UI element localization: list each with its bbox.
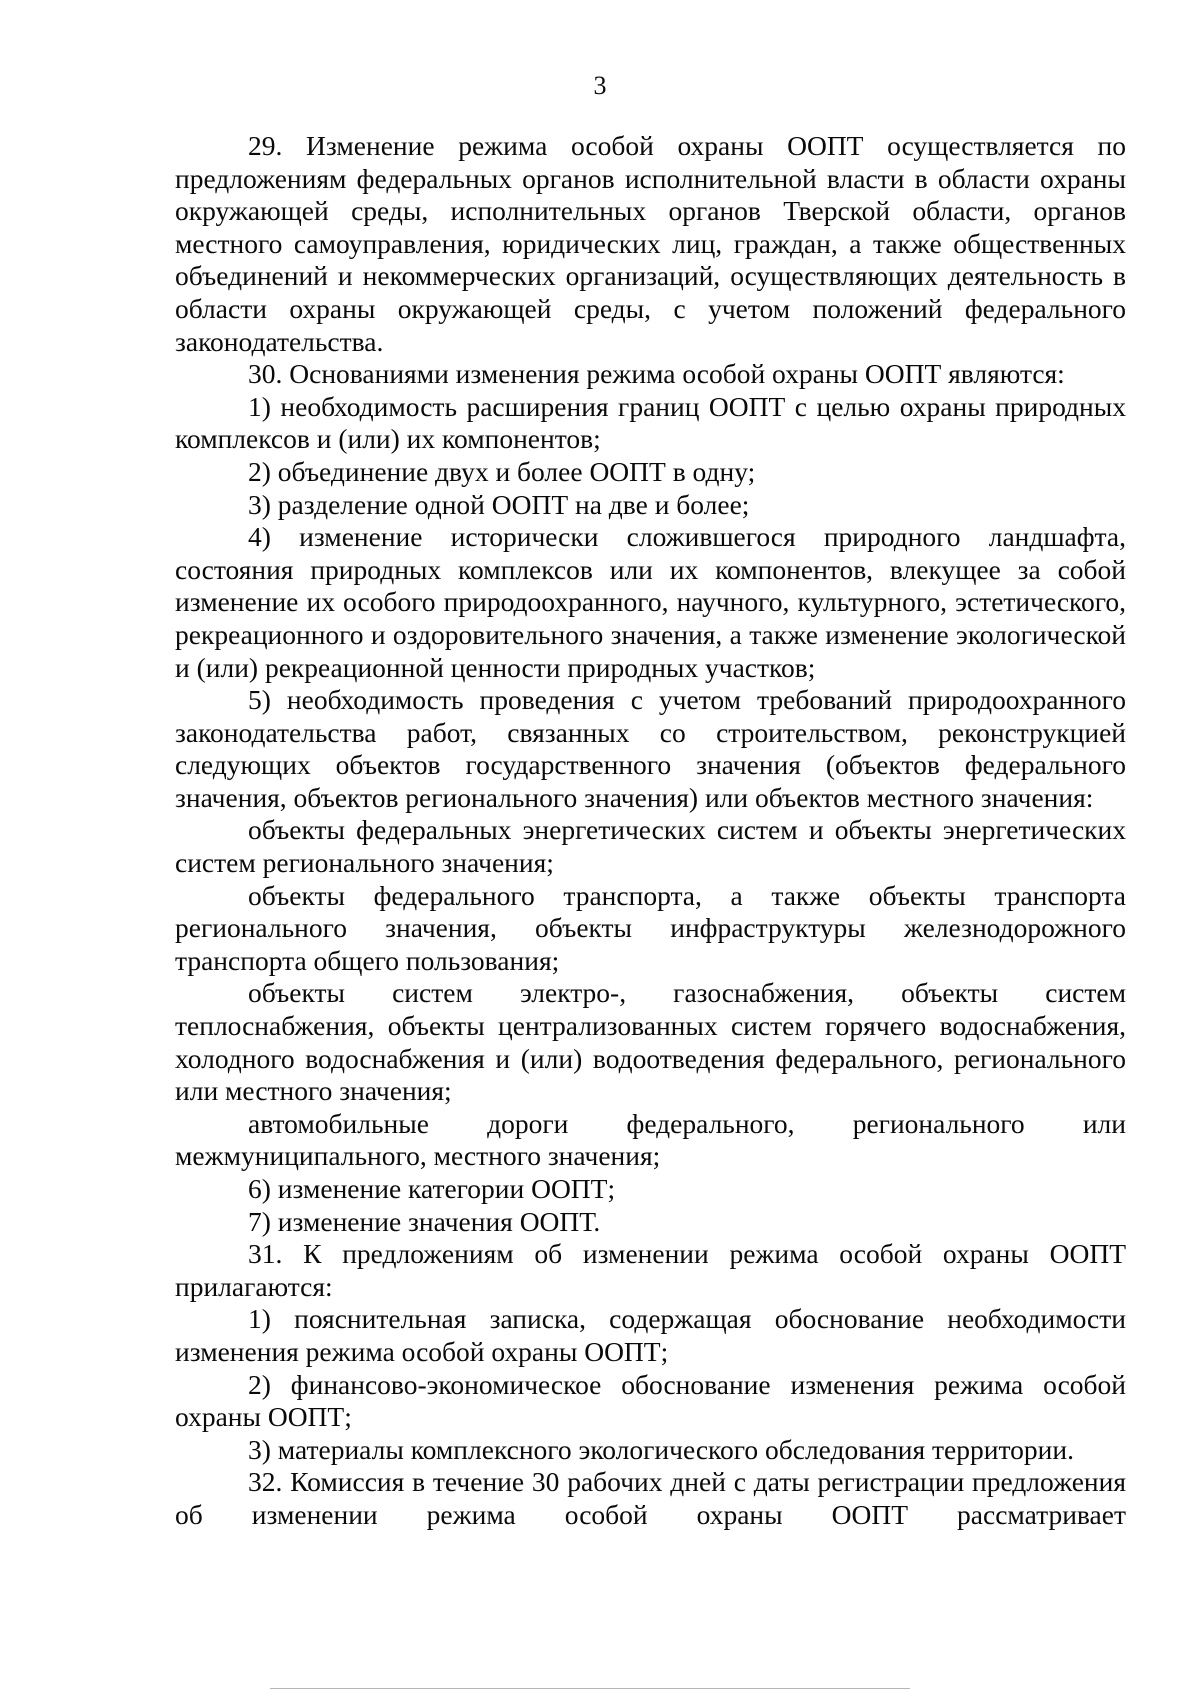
sub-item-roads: автомобильные дороги федерального, регионального или межмуниципального, местного значения;	[175, 1107, 1126, 1172]
list-item-31-1: 1) пояснительная записка, содержащая обоснование необходимости изменения режима особой охраны ООПТ;	[175, 1303, 1126, 1367]
scan-artifact-line	[270, 1688, 910, 1689]
list-item-31-3: 3) материалы комплексного экологического обследования территории.	[248, 1433, 1074, 1465]
list-item-30-3: 3) разделение одной ООПТ на две и более;	[248, 488, 750, 520]
list-item-30-6: 6) изменение категории ООПТ;	[248, 1173, 616, 1204]
paragraph-31: 31. К предложениям об изменении режима особой охраны ООПТ прилагаются:	[175, 1238, 1126, 1302]
list-item-30-4: 4) изменение исторически сложившегося природного ландшафта, состояния природных комплексов или их компонентов, влекущее за собой изменение их особого природоохранного, научного, культурного, эстетического, рекреационного и оздоровительного значения, а также изменение экологической и (или) рекреационной ценности природных участков;	[175, 521, 1126, 683]
sub-item-transport: объекты федерального транспорта, а также объекты транспорта регионального значения, объекты инфраструктуры железнодорожного транспорта общего пользования;	[175, 879, 1126, 976]
list-item-30-7: 7) изменение значения ООПТ.	[248, 1205, 601, 1237]
sub-item-utilities: объекты систем электро-, газоснабжения, объекты систем теплоснабжения, объекты централизованных систем горячего водоснабжения, холодного водоснабжения и (или) водоотведения федерального, регионального или местного значения;	[175, 977, 1126, 1107]
document-body	[175, 130, 1126, 1532]
list-item-30-5: 5) необходимость проведения с учетом требований природоохранного законодательства работ, связанных со строительством, реконструкцией следующих объектов государственного значения (объектов федерального значения, объектов регионального значения) или объектов местного значения:	[175, 684, 1126, 813]
sub-item-energy-systems: объекты федеральных энергетических систем и объекты энергетических систем регионального значения;	[175, 814, 1126, 879]
list-item-30-2: 2) объединение двух и более ООПТ в одну;	[248, 455, 756, 487]
paragraph-30: 30. Основаниями изменения режима особой охраны ООПТ являются:	[248, 358, 1065, 390]
paragraph-29: 29. Изменение режима особой охраны ООПТ осуществляется по предложениям федеральных органов исполнительной власти в области охраны окружающей среды, исполнительных органов Тверской области, органов местного самоуправления, юридических лиц, граждан, а также общественных объединений и некоммерческих организаций, осуществляющих деятельность в области охраны окружающей среды, с учетом положений федерального законодательства.	[175, 130, 1126, 357]
page-number: 3	[593, 71, 607, 100]
list-item-30-1: 1) необходимость расширения границ ООПТ с целью охраны природных комплексов и (или) их компонентов;	[175, 390, 1126, 455]
list-item-31-2: 2) финансово-экономическое обоснование изменения режима особой охраны ООПТ;	[175, 1368, 1126, 1433]
paragraph-32: 32. Комиссия в течение 30 рабочих дней с даты регистрации предложения об изменении режима особой охраны ООПТ рассматривает	[175, 1466, 1126, 1530]
